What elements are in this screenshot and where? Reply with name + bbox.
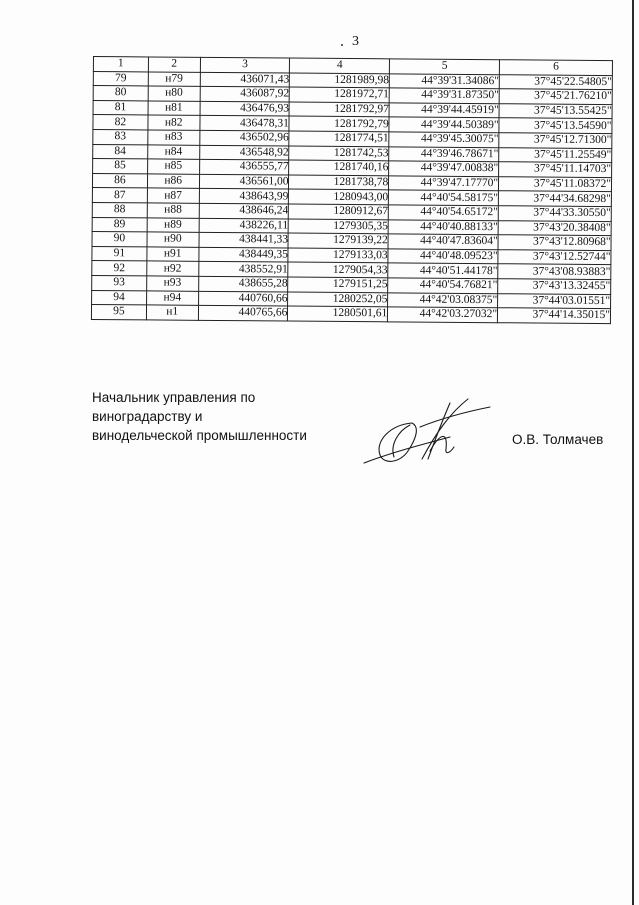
cell-latitude: 44°39'47.00838"	[389, 161, 499, 176]
cell-longitude: 37°45'22.54805"	[499, 74, 612, 89]
cell-x: 436087,92	[200, 87, 290, 102]
cell-point: н82	[148, 115, 200, 130]
cell-latitude: 44°42'03.27032"	[388, 307, 498, 322]
cell-longitude: 37°43'13.32455"	[498, 279, 611, 294]
cell-y: 1279139,22	[288, 233, 388, 248]
cell-point: н85	[147, 159, 199, 174]
cell-longitude: 37°44'14.35015"	[498, 308, 611, 323]
header-cell: 4	[290, 58, 390, 73]
cell-point: н90	[147, 232, 199, 247]
cell-x: 436555,77	[199, 159, 289, 174]
cell-longitude: 37°44'33.30550"	[498, 206, 611, 221]
cell-longitude: 37°43'12.52744"	[498, 249, 611, 264]
cell-y: 1279054,33	[288, 262, 388, 277]
cell-latitude: 44°42'03.08375"	[388, 292, 498, 307]
cell-x: 440760,66	[198, 291, 288, 306]
cell-point: н94	[146, 290, 198, 305]
cell-latitude: 44°39'46.78671"	[389, 146, 499, 161]
cell-y: 1281774,51	[289, 131, 389, 146]
cell-y: 1280252,05	[288, 292, 388, 307]
cell-latitude: 44°40'47.83604"	[388, 234, 498, 249]
coordinates-table	[91, 56, 613, 324]
cell-latitude: 44°39'44.45919"	[389, 103, 499, 118]
cell-longitude: 37°45'12.71300"	[499, 133, 612, 148]
header-cell: 3	[200, 57, 290, 72]
cell-y: 1281742,53	[289, 146, 389, 161]
cell-longitude: 37°45'13.54590"	[499, 118, 612, 133]
cell-y: 1280912,67	[289, 204, 389, 219]
cell-longitude: 37°45'13.55425"	[499, 103, 612, 118]
page-edge-line	[632, 0, 634, 905]
cell-y: 1279305,35	[289, 219, 389, 234]
cell-y: 1280501,61	[288, 306, 388, 321]
cell-y: 1281738,78	[289, 175, 389, 190]
cell-number: 83	[93, 129, 148, 144]
cell-point: н1	[146, 305, 198, 320]
cell-longitude: 37°44'34.68298"	[498, 191, 611, 206]
signer-title-line: виноградарству и	[92, 409, 203, 424]
cell-latitude: 44°40'54.65172"	[388, 205, 498, 220]
cell-y: 1281792,79	[289, 116, 389, 131]
header-cell: 5	[390, 59, 500, 74]
cell-x: 438226,11	[199, 218, 289, 233]
cell-number: 93	[92, 275, 147, 290]
cell-longitude: 37°45'11.08372"	[499, 176, 612, 191]
cell-latitude: 44°40'48.09523"	[388, 249, 498, 264]
cell-number: 80	[93, 86, 148, 101]
signer-title	[92, 388, 307, 445]
cell-number: 94	[92, 290, 147, 305]
cell-point: н86	[147, 174, 199, 189]
cell-longitude: 37°45'21.76210"	[499, 89, 612, 104]
cell-latitude: 44°39'44.50389"	[389, 117, 499, 132]
header-cell: 2	[148, 57, 200, 72]
cell-number: 88	[92, 202, 147, 217]
cell-longitude: 37°45'11.14703"	[499, 162, 612, 177]
cell-number: 89	[92, 217, 147, 232]
cell-x: 438643,99	[199, 189, 289, 204]
cell-longitude: 37°44'03.01551"	[498, 293, 611, 308]
cell-y: 1281792,97	[289, 102, 389, 117]
cell-point: н84	[147, 144, 199, 159]
cell-point: н79	[148, 72, 200, 87]
cell-point: н88	[147, 203, 199, 218]
cell-y: 1281972,71	[290, 87, 390, 102]
cell-latitude: 44°39'31.34086"	[390, 73, 500, 88]
cell-x: 436502,96	[199, 130, 289, 145]
cell-x: 436548,92	[199, 145, 289, 160]
cell-longitude: 37°45'11.25549"	[499, 147, 612, 162]
cell-latitude: 44°40'40.88133"	[388, 219, 498, 234]
cell-x: 436478,31	[200, 116, 290, 131]
cell-x: 440765,66	[198, 305, 288, 320]
cell-latitude: 44°39'47.17770"	[389, 176, 499, 191]
cell-x: 438449,35	[199, 247, 289, 262]
cell-number: 91	[92, 246, 147, 261]
header-cell: 6	[499, 60, 612, 75]
cell-y: 1281740,16	[289, 160, 389, 175]
cell-number: 92	[92, 261, 147, 276]
cell-point: н80	[148, 86, 200, 101]
cell-number: 95	[91, 305, 146, 320]
cell-point: н87	[147, 188, 199, 203]
cell-x: 436476,93	[200, 101, 290, 116]
cell-point: н83	[148, 130, 200, 145]
cell-number: 79	[93, 71, 148, 86]
table-body	[91, 71, 612, 323]
signer-name: О.В. Толмачев	[512, 432, 604, 447]
cell-number: 84	[93, 144, 148, 159]
cell-point: н89	[147, 217, 199, 232]
header-cell: 1	[93, 57, 148, 72]
cell-x: 438441,33	[199, 232, 289, 247]
cell-latitude: 44°40'54.76821"	[388, 278, 498, 293]
cell-y: 1279133,03	[288, 248, 388, 263]
cell-latitude: 44°39'31.87350"	[389, 88, 499, 103]
cell-point: н92	[147, 261, 199, 276]
cell-x: 436071,43	[200, 72, 290, 87]
cell-latitude: 44°40'51.44178"	[388, 263, 498, 278]
cell-longitude: 37°43'12.80968"	[498, 235, 611, 250]
cell-latitude: 44°40'54.58175"	[389, 190, 499, 205]
cell-longitude: 37°43'20.38408"	[498, 220, 611, 235]
cell-number: 86	[92, 173, 147, 188]
cell-y: 1281989,98	[290, 73, 390, 88]
cell-point: н93	[146, 276, 198, 291]
handwritten-signature	[350, 393, 520, 473]
cell-number: 87	[92, 188, 147, 203]
cell-latitude: 44°39'45.30075"	[389, 132, 499, 147]
cell-point: н91	[147, 247, 199, 262]
cell-number: 85	[93, 159, 148, 174]
scan-dot	[341, 44, 343, 46]
signer-title-line: Начальник управления по	[92, 390, 256, 405]
cell-y: 1279151,25	[288, 277, 388, 292]
cell-point: н81	[148, 101, 200, 116]
cell-x: 438552,91	[198, 262, 288, 277]
page-number: 3	[352, 34, 359, 49]
cell-y: 1280943,00	[289, 189, 389, 204]
cell-number: 90	[92, 232, 147, 247]
table-row	[91, 305, 610, 324]
cell-x: 436561,00	[199, 174, 289, 189]
cell-number: 81	[93, 100, 148, 115]
signer-title-line: винодельческой промышленности	[92, 428, 307, 443]
cell-x: 438646,24	[199, 203, 289, 218]
cell-x: 438655,28	[198, 276, 288, 291]
cell-longitude: 37°43'08.93883"	[498, 264, 611, 279]
cell-number: 82	[93, 115, 148, 130]
